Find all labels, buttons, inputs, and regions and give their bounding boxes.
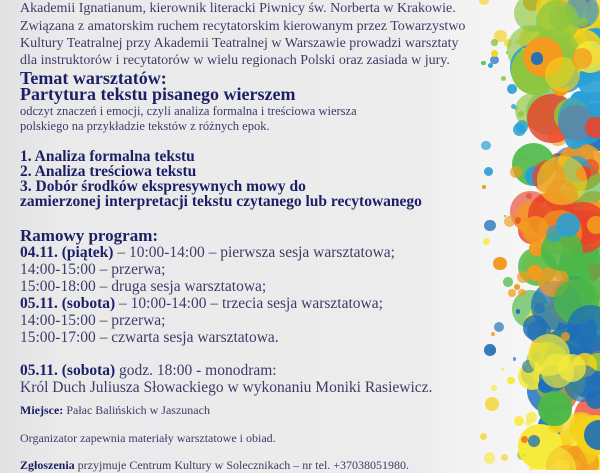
program-line (20, 295, 383, 313)
program-line (20, 329, 279, 347)
topic-list-item: zamierzonej interpretacji tekstu czytanego lub recytowanego (20, 193, 422, 211)
bio-line: Związana z amatorskim ruchem recytatorskim kierowanym przez Towarzystwo (20, 18, 465, 35)
paint-splat (491, 385, 497, 391)
program-date: 04.11. (piątek) (20, 244, 113, 261)
paint-splat (481, 141, 491, 151)
paint-splat (503, 277, 513, 287)
paint-splat (501, 454, 508, 461)
program-line (20, 261, 166, 279)
bio-line: Akademii Ignatianum, kierownik literacki Piwnicy św. Norberta w Krakowie. (20, 0, 456, 17)
organizer-note: Organizator zapewnia materiały warsztatowe i obiad. (20, 431, 276, 446)
paint-splat (480, 433, 487, 440)
paint-splat (534, 303, 545, 314)
paint-splat (482, 185, 487, 190)
paint-splat (518, 289, 526, 297)
paint-splat (556, 213, 580, 237)
program-text: 15:00-17:00 – czwarta sesja warsztatowa. (20, 329, 279, 346)
paint-splat (508, 289, 516, 297)
paint-splat (585, 117, 600, 138)
bio-line: Kultury Teatralnej przy Akademii Teatralnej w Warszawie prowadzi warsztaty (20, 35, 459, 52)
program-text: 15:00-18:00 – druga sesja warsztatowa; (20, 278, 266, 295)
paint-splat (484, 452, 495, 463)
program-text: 14:00-15:00 – przerwa; (20, 261, 166, 278)
paint-splat (514, 416, 524, 426)
registration (20, 458, 409, 473)
paint-splat (484, 167, 493, 176)
paint-splat (516, 309, 520, 313)
topic-heading: Temat warsztatów: (20, 68, 167, 89)
program-line (20, 312, 166, 330)
program-text: 14:00-15:00 – przerwa; (20, 312, 166, 329)
topic-description: odczyt znaczeń i emocji, czyli analiza formalna i treściowa wiersza (20, 104, 357, 119)
paint-splat (504, 216, 515, 227)
paint-splat (501, 76, 506, 81)
paint-splat (537, 156, 586, 205)
paint-splat (561, 332, 570, 341)
program-text: – 10:00-14:00 – pierwsza sesja warsztatowa; (113, 244, 395, 261)
place-value: Pałac Balińskich w Jaszunach (63, 403, 210, 417)
paint-splat (541, 354, 575, 388)
monodram-line: 05.11. (sobota) godz. 18:00 - monodram: (20, 362, 277, 380)
paint-splat (483, 238, 490, 245)
paint-splat (528, 73, 531, 76)
topic-list-item: 2. Analiza treściowa tekstu (20, 163, 196, 181)
topic-title: Partytura tekstu pisanego wierszem (20, 84, 295, 105)
topic-description: polskiego na przykładzie tekstów z różnych epok. (20, 119, 270, 134)
paint-splat (531, 52, 544, 65)
program-heading: Ramowy program: (20, 226, 158, 246)
paint-splat (513, 357, 516, 360)
topic-list-item: 1. Analiza formalna tekstu (20, 148, 195, 166)
paint-splat (527, 15, 530, 18)
registration-label: Zgłoszenia (20, 458, 75, 472)
paint-splat (538, 391, 572, 425)
paint-splat (485, 397, 499, 411)
program-line (20, 244, 395, 262)
program-date: 05.11. (sobota) (20, 295, 115, 312)
place-label: Miejsce: (20, 403, 63, 417)
paint-splat (526, 412, 536, 422)
paint-splat (587, 216, 600, 234)
paint-splat (494, 322, 504, 332)
paint-splat (491, 39, 497, 45)
place (20, 403, 210, 418)
paint-splat (491, 332, 495, 336)
paint-splat (526, 193, 532, 199)
paint-splatter-decoration (440, 0, 600, 470)
registration-text: przyjmuje Centrum Kultury w Solecznikach – nr tel. +37038051980. (75, 458, 409, 472)
program-text: – 10:00-14:00 – trzecia sesja warsztatowa; (115, 295, 383, 312)
paint-splat (484, 220, 495, 231)
paint-splat (502, 368, 504, 370)
paint-splat (481, 61, 485, 65)
paint-splat (522, 454, 525, 457)
paint-splat (507, 377, 515, 385)
paint-splat (516, 120, 528, 132)
monodram-title: Król Duch Juliusza Słowackiego w wykonaniu Moniki Rasiewicz. (20, 379, 432, 397)
monodram-date: 05.11. (sobota) (20, 362, 115, 379)
bio-line: dla instruktorów i recytatorów w wielu regionach Polski oraz zasiada w jury. (20, 52, 450, 69)
topic-list-item: 3. Dobór środków ekspresywnych mowy do (20, 178, 306, 196)
paint-splat (488, 63, 493, 68)
paint-splat (493, 257, 506, 270)
program-line (20, 278, 266, 296)
paint-splat (484, 344, 496, 356)
paint-splat (479, 0, 488, 5)
